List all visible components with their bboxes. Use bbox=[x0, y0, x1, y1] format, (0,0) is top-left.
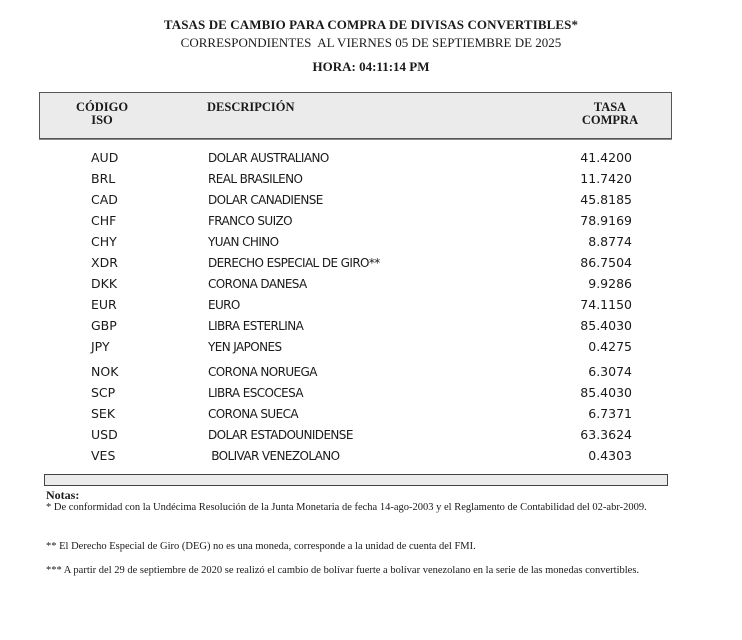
buy-rate: 86.7504 bbox=[580, 255, 632, 270]
header-rate-line2: COMPRA bbox=[581, 113, 639, 127]
currency-code: GBP bbox=[91, 318, 117, 333]
currency-description: CORONA NORUEGA bbox=[208, 365, 317, 379]
table-row bbox=[0, 406, 742, 427]
table-row bbox=[0, 364, 742, 385]
currency-description: YUAN CHINO bbox=[208, 235, 279, 249]
buy-rate: 6.3074 bbox=[588, 364, 632, 379]
table-row bbox=[0, 297, 742, 318]
buy-rate: 0.4275 bbox=[588, 339, 632, 354]
table-row bbox=[0, 171, 742, 192]
currency-description: DOLAR CANADIENSE bbox=[208, 193, 323, 207]
document-time: HORA: 04:11:14 PM bbox=[312, 59, 430, 74]
currency-description: LIBRA ESCOCESA bbox=[208, 386, 303, 400]
table-row bbox=[0, 276, 742, 297]
table-row bbox=[0, 150, 742, 171]
currency-description: LIBRA ESTERLINA bbox=[208, 319, 304, 333]
currency-description: BOLIVAR VENEZOLANO bbox=[208, 449, 340, 463]
note-2: ** El Derecho Especial de Giro (DEG) no es una moneda, corresponde a la unidad de cuenta del FMI. bbox=[46, 541, 476, 552]
currency-code: NOK bbox=[91, 364, 119, 379]
note-1: * De conformidad con la Undécima Resolución de la Junta Monetaria de fecha 14-ago-2003 y el Reglamento de Contabilidad del 02-abr-2009. bbox=[46, 502, 647, 513]
buy-rate: 9.9286 bbox=[588, 276, 632, 291]
currency-code: VES bbox=[91, 448, 116, 463]
currency-code: USD bbox=[91, 427, 118, 442]
buy-rate: 41.4200 bbox=[580, 150, 632, 165]
buy-rate: 11.7420 bbox=[580, 171, 632, 186]
header-rate bbox=[575, 101, 645, 127]
currency-description: EURO bbox=[208, 298, 240, 312]
header-description: DESCRIPCIÓN bbox=[207, 100, 295, 114]
currency-description: DOLAR AUSTRALIANO bbox=[208, 151, 329, 165]
table-row bbox=[0, 385, 742, 406]
table-row bbox=[0, 448, 742, 469]
buy-rate: 85.4030 bbox=[580, 318, 632, 333]
currency-description: DOLAR ESTADOUNIDENSE bbox=[208, 428, 353, 442]
currency-description: DERECHO ESPECIAL DE GIRO** bbox=[208, 256, 380, 270]
table-row bbox=[0, 213, 742, 234]
currency-code: CAD bbox=[91, 192, 118, 207]
currency-code: SCP bbox=[91, 385, 116, 400]
table-footer-bar bbox=[44, 474, 668, 486]
note-3: *** A partir del 29 de septiembre de 2020 se realizó el cambio de bolívar fuerte a bolívar venezolano en la serie de las monedas convertibles. bbox=[46, 565, 640, 576]
header-code-iso bbox=[71, 101, 133, 127]
currency-description: YEN JAPONES bbox=[208, 340, 282, 354]
buy-rate: 45.8185 bbox=[580, 192, 632, 207]
currency-code: BRL bbox=[91, 171, 116, 186]
header-code-line1: CÓDIGO bbox=[75, 100, 129, 114]
header-rate-line1: TASA bbox=[593, 100, 627, 114]
currency-code: CHY bbox=[91, 234, 117, 249]
buy-rate: 6.7371 bbox=[588, 406, 632, 421]
table-row bbox=[0, 234, 742, 255]
buy-rate: 78.9169 bbox=[580, 213, 632, 228]
currency-code: JPY bbox=[91, 339, 110, 354]
table-row bbox=[0, 318, 742, 339]
table-row bbox=[0, 339, 742, 360]
table-row bbox=[0, 255, 742, 276]
currency-description: REAL BRASILENO bbox=[208, 172, 303, 186]
buy-rate: 63.3624 bbox=[580, 427, 632, 442]
currency-description: FRANCO SUIZO bbox=[208, 214, 292, 228]
currency-description: CORONA SUECA bbox=[208, 407, 298, 421]
document-title: TASAS DE CAMBIO PARA COMPRA DE DIVISAS CONVERTIBLES* bbox=[163, 17, 579, 32]
currency-code: SEK bbox=[91, 406, 116, 421]
table-header bbox=[39, 92, 672, 139]
header-code-line2: ISO bbox=[91, 113, 113, 127]
document-subtitle: CORRESPONDIENTES AL VIERNES 05 DE SEPTIEMBRE DE 2025 bbox=[180, 35, 562, 50]
table-row bbox=[0, 427, 742, 448]
table-row bbox=[0, 192, 742, 213]
currency-code: EUR bbox=[91, 297, 117, 312]
currency-code: DKK bbox=[91, 276, 118, 291]
buy-rate: 74.1150 bbox=[580, 297, 632, 312]
currency-code: XDR bbox=[91, 255, 118, 270]
currency-code: AUD bbox=[91, 150, 119, 165]
currency-description: CORONA DANESA bbox=[208, 277, 307, 291]
buy-rate: 85.4030 bbox=[580, 385, 632, 400]
currency-code: CHF bbox=[91, 213, 117, 228]
notes-title: Notas: bbox=[46, 488, 80, 502]
buy-rate: 0.4303 bbox=[588, 448, 632, 463]
buy-rate: 8.8774 bbox=[588, 234, 632, 249]
